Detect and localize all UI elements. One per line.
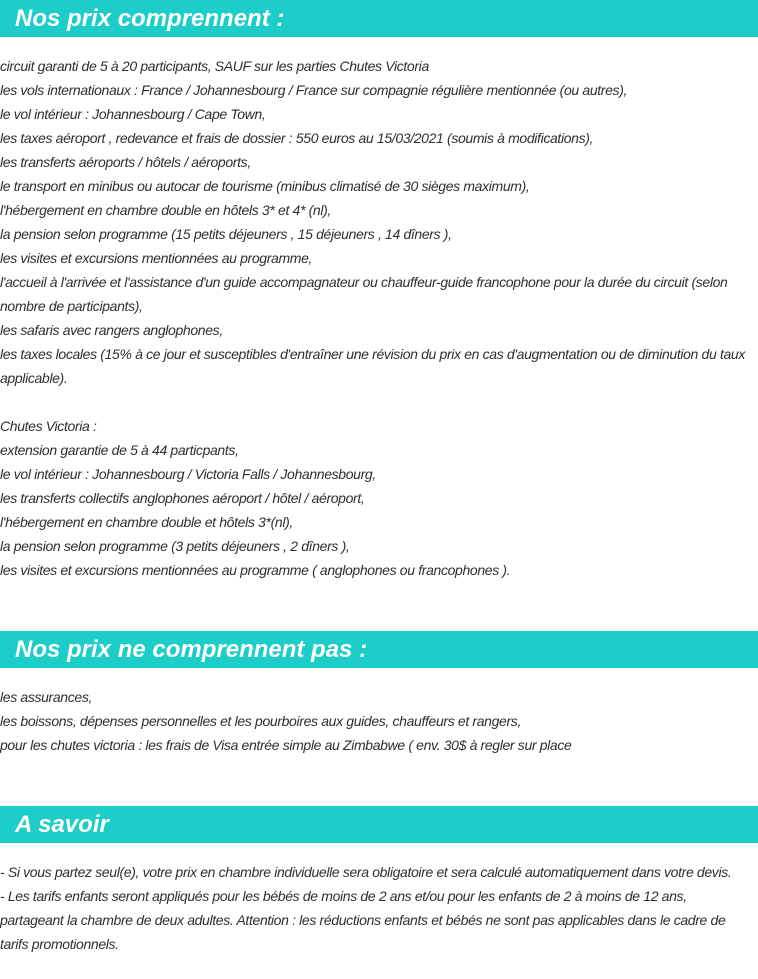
paragraph-spacer: [0, 390, 752, 414]
included-item: la pension selon programme (15 petits déjeuners , 15 déjeuners , 14 dîners ),: [0, 226, 452, 242]
victoria-item: les transferts collectifs anglophones aéroport / hôtel / aéroport,: [0, 490, 365, 506]
included-item: les vols internationaux : France / Johannesbourg / France sur compagnie régulière mentionnée (ou autres),: [0, 82, 628, 98]
included-item: les visites et excursions mentionnées au programme,: [0, 250, 313, 266]
excluded-section-title: Nos prix ne comprennent pas :: [0, 631, 758, 668]
info-list: [0, 860, 752, 956]
included-section-title: Nos prix comprennent :: [0, 0, 758, 37]
included-item: l'accueil à l'arrivée et l'assistance d'un guide accompagnateur ou chauffeur-guide francophone pour la durée du circuit (selon nombre de participants),: [0, 274, 728, 314]
victoria-item: le vol intérieur : Johannesbourg / Victoria Falls / Johannesbourg,: [0, 466, 376, 482]
excluded-item: les boissons, dépenses personnelles et les pourboires aux guides, chauffeurs et rangers,: [0, 713, 521, 729]
victoria-item: extension garantie de 5 à 44 particpants,: [0, 442, 239, 458]
excluded-item: pour les chutes victoria : les frais de Visa entrée simple au Zimbabwe ( env. 30$ à regler sur place: [0, 737, 572, 753]
included-item: l'hébergement en chambre double en hôtels 3* et 4* (nl),: [0, 202, 331, 218]
info-section-title: A savoir: [0, 806, 758, 843]
included-item: le transport en minibus ou autocar de tourisme (minibus climatisé de 30 sièges maximum),: [0, 178, 530, 194]
included-item: les transferts aéroports / hôtels / aéroports,: [0, 154, 251, 170]
included-item: le vol intérieur : Johannesbourg / Cape Town,: [0, 106, 266, 122]
included-list: [0, 54, 752, 582]
included-item: les taxes locales (15% à ce jour et susceptibles d'entraîner une révision du prix en cas d'augmentation ou de diminution du taux applicable).: [0, 346, 746, 386]
victoria-item: la pension selon programme (3 petits déjeuners , 2 dîners ),: [0, 538, 350, 554]
info-item: - Les tarifs enfants seront appliqués pour les bébés de moins de 2 ans et/ou pour les enfants de 2 à moins de 12 ans, partageant la chambre de deux adultes. Attention : les réductions enfants et bébés ne sont pas applicables dans le cadre de tarifs promotionnels.: [0, 888, 726, 952]
victoria-item: l'hébergement en chambre double et hôtels 3*(nl),: [0, 514, 293, 530]
victoria-heading: Chutes Victoria :: [0, 418, 97, 434]
included-item: les safaris avec rangers anglophones,: [0, 322, 223, 338]
included-item: circuit garanti de 5 à 20 participants, SAUF sur les parties Chutes Victoria: [0, 58, 429, 74]
victoria-item: les visites et excursions mentionnées au programme ( anglophones ou francophones ).: [0, 562, 511, 578]
excluded-item: les assurances,: [0, 689, 93, 705]
excluded-list: [0, 685, 752, 757]
info-item: - Si vous partez seul(e), votre prix en chambre individuelle sera obligatoire et sera calculé automatiquement dans votre devis.: [0, 864, 732, 880]
included-item: les taxes aéroport , redevance et frais de dossier : 550 euros au 15/03/2021 (soumis à modifications),: [0, 130, 594, 146]
